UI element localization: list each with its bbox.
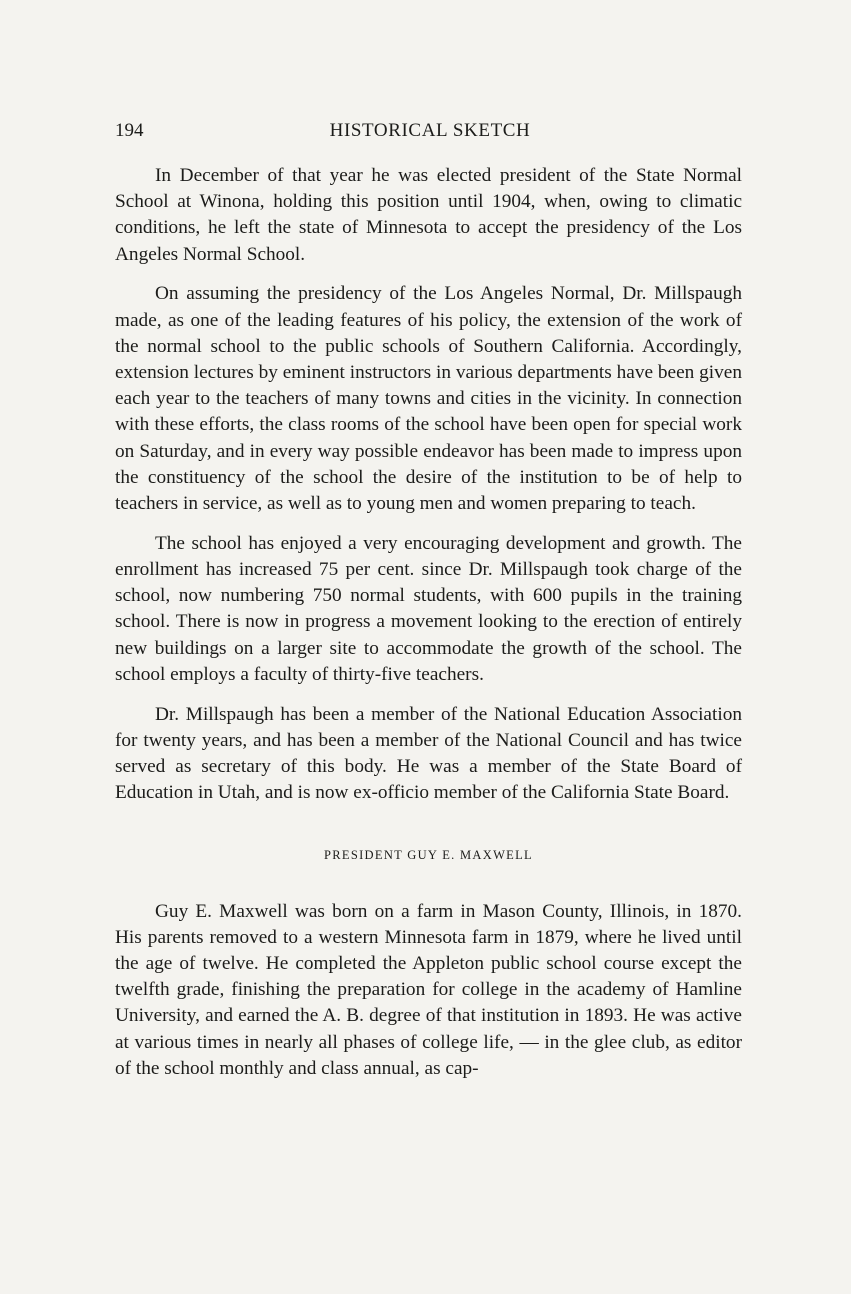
- body-text: [115, 163, 742, 1096]
- paragraph: In December of that year he was elected president of the State Normal School at Winona, holding this position until 1904, when, owing to climatic conditions, he left the state of Minnesota to accept the presidency of the Los Angeles Normal School.: [115, 165, 742, 265]
- paragraph: Dr. Millspaugh has been a member of the National Education Association for twenty years, and has been a member of the National Council and has twice served as secretary of this body. He was a member of the State Board of Education in Utah, and is now ex-officio member of the California State Board.: [115, 703, 742, 804]
- page-number: 194: [115, 120, 144, 141]
- page-header: [115, 120, 745, 148]
- paragraph: On assuming the presidency of the Los Angeles Normal, Dr. Millspaugh made, as one of the leading features of his policy, the extension of the work of the normal school to the public schools of Southern California. Accordingly, extension lectures by eminent instructors in various departments have been given each year to the teachers of many towns and cities in the vicinity. In connection with these efforts, the class rooms of the school have been open for special work on Saturday, and in every way possible endeavor has been made to impress upon the constituency of the school the desire of the institution to be of help to teachers in service, as well as to young men and women preparing to teach.: [115, 283, 742, 515]
- paragraph: Guy E. Maxwell was born on a farm in Mason County, Illinois, in 1870. His parents removed to a western Minnesota farm in 1879, where he lived until the age of twelve. He completed the Appleton public school course except the twelfth grade, finishing the preparation for college in the academy of Hamline University, and earned the A. B. degree of that institution in 1893. He was active at various times in nearly all phases of college life, — in the glee club, as editor of the school monthly and class annual, as cap-: [115, 900, 742, 1079]
- paragraph: The school has enjoyed a very encouraging development and growth. The enrollment has increased 75 per cent. since Dr. Millspaugh took charge of the school, now numbering 750 normal students, with 600 pupils in the training school. There is now in progress a movement looking to the erection of entirely new buildings on a larger site to accommodate the growth of the school. The school employs a faculty of thirty-five teachers.: [115, 532, 742, 685]
- running-title: HISTORICAL SKETCH: [329, 120, 531, 141]
- section-heading: PRESIDENT GUY E. MAXWELL: [324, 848, 533, 863]
